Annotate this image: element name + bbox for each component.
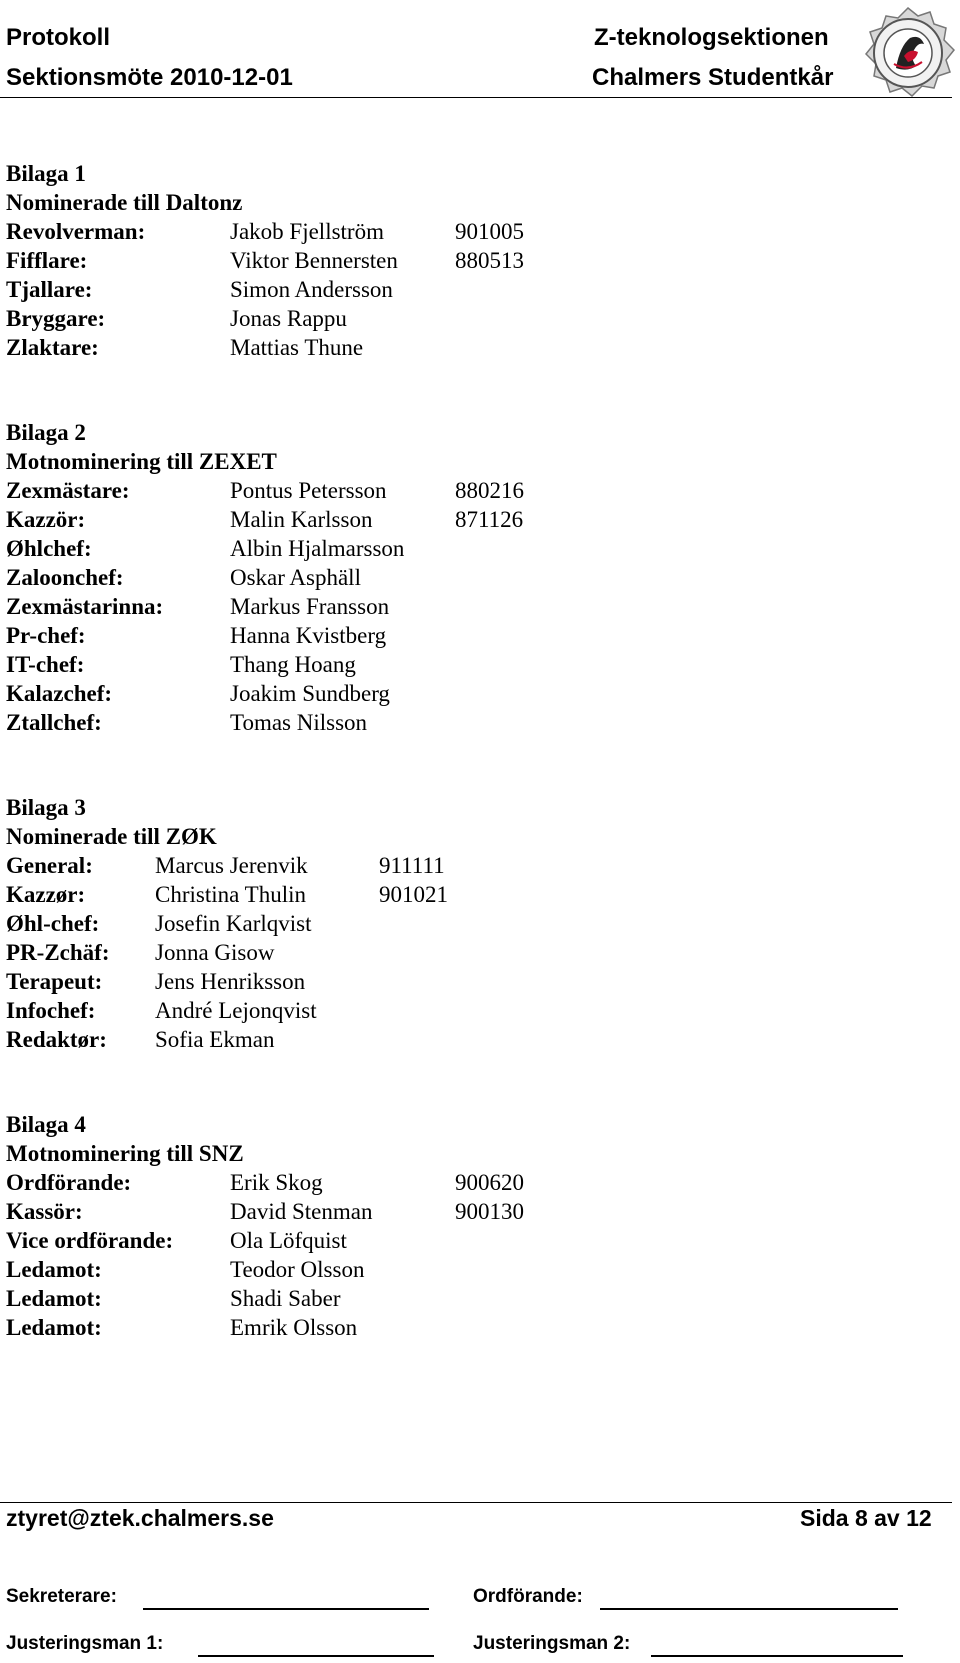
list-item (6, 534, 405, 563)
bilaga-4-section (6, 1110, 524, 1342)
section-title: Bilaga 1 (6, 161, 86, 186)
list-item (6, 1226, 347, 1255)
person-name: David Stenman (230, 1199, 373, 1224)
person-id: 900130 (455, 1199, 524, 1224)
ordforande-label: Ordförande: (473, 1586, 583, 1607)
list-item (6, 909, 312, 938)
role-label: General: (6, 853, 93, 878)
list-item (6, 275, 393, 304)
person-id: 880513 (455, 248, 524, 273)
justeringsman-2-label: Justeringsman 2: (473, 1633, 631, 1654)
person-id: 901021 (379, 882, 448, 907)
role-label: Ztallchef: (6, 710, 102, 735)
person-id: 911111 (379, 853, 445, 878)
person-name: Emrik Olsson (230, 1315, 358, 1340)
person-name: Christina Thulin (155, 882, 306, 907)
section-subtitle: Motnominering till SNZ (6, 1141, 244, 1166)
list-item (6, 333, 364, 362)
footer-rule (0, 1502, 952, 1503)
list-item (6, 679, 390, 708)
role-label: Ledamot: (6, 1286, 102, 1311)
person-name: Thang Hoang (230, 652, 356, 677)
section-subtitle: Nominerade till ZØK (6, 824, 217, 849)
person-id: 871126 (455, 507, 524, 532)
list-item (6, 1255, 365, 1284)
role-label: IT-chef: (6, 652, 85, 677)
section-title: Bilaga 3 (6, 795, 86, 820)
person-name: Hanna Kvistberg (230, 623, 387, 648)
list-item (6, 1025, 275, 1054)
role-label: Zlaktare: (6, 335, 99, 360)
role-label: Ledamot: (6, 1257, 102, 1282)
list-item (6, 650, 356, 679)
header-right-line1: Z-teknologsektionen (594, 24, 829, 51)
role-label: Kazzør: (6, 882, 86, 907)
person-name: Josefin Karlqvist (155, 911, 312, 936)
header-rule (0, 97, 952, 98)
role-label: Øhlchef: (6, 536, 92, 561)
list-item (6, 304, 347, 333)
person-name: Sofia Ekman (155, 1027, 275, 1052)
list-item (6, 1168, 524, 1197)
section-subtitle: Motnominering till ZEXET (6, 449, 277, 474)
list-item (6, 476, 524, 505)
person-name: Tomas Nilsson (230, 710, 368, 735)
footer-email: ztyret@ztek.chalmers.se (6, 1505, 274, 1531)
justeringsman-1-signature-line (198, 1655, 434, 1657)
role-label: Kalazchef: (6, 681, 113, 706)
section-seal-logo-icon (860, 6, 956, 102)
person-name: Mattias Thune (230, 335, 364, 360)
role-label: Zaloonchef: (6, 565, 124, 590)
role-label: Ordförande: (6, 1170, 132, 1195)
person-name: Jonas Rappu (230, 306, 347, 331)
role-label: PR-Zchäf: (6, 940, 110, 965)
role-label: Terapeut: (6, 969, 103, 994)
list-item (6, 217, 524, 246)
role-label: Kassör: (6, 1199, 83, 1224)
ordforande-signature-line (600, 1608, 898, 1610)
list-item (6, 592, 390, 621)
person-name: Jonna Gisow (155, 940, 275, 965)
sekreterare-label: Sekreterare: (6, 1586, 117, 1607)
page-number: Sida 8 av 12 (800, 1505, 932, 1531)
bilaga-1-section (6, 159, 524, 362)
person-name: Joakim Sundberg (230, 681, 390, 706)
person-name: Ola Löfquist (230, 1228, 347, 1253)
role-label: Ledamot: (6, 1315, 102, 1340)
person-name: Pontus Petersson (230, 478, 387, 503)
role-label: Vice ordförande: (6, 1228, 174, 1253)
list-item (6, 1284, 341, 1313)
role-label: Revolverman: (6, 219, 146, 244)
list-item (6, 708, 368, 737)
list-item (6, 1197, 524, 1226)
section-title: Bilaga 2 (6, 420, 86, 445)
person-id: 880216 (455, 478, 524, 503)
person-name: Shadi Saber (230, 1286, 341, 1311)
role-label: Tjallare: (6, 277, 93, 302)
header-left-line1: Protokoll (6, 24, 111, 51)
list-item (6, 621, 387, 650)
person-name: Simon Andersson (230, 277, 393, 302)
role-label: Redaktør: (6, 1027, 107, 1052)
header-left-line2: Sektionsmöte 2010-12-01 (6, 64, 293, 91)
person-name: Jakob Fjellström (230, 219, 384, 244)
list-item (6, 246, 524, 275)
person-name: Viktor Bennersten (230, 248, 398, 273)
person-name: Malin Karlsson (230, 507, 373, 532)
list-item (6, 505, 524, 534)
sekreterare-signature-line (143, 1608, 429, 1610)
person-name: Marcus Jerenvik (155, 853, 308, 878)
justeringsman-1-label: Justeringsman 1: (6, 1633, 164, 1654)
section-subtitle: Nominerade till Daltonz (6, 190, 243, 215)
role-label: Kazzör: (6, 507, 86, 532)
role-label: Bryggare: (6, 306, 106, 331)
person-name: Erik Skog (230, 1170, 323, 1195)
list-item (6, 880, 448, 909)
role-label: Zexmästare: (6, 478, 130, 503)
role-label: Infochef: (6, 998, 96, 1023)
bilaga-3-section (6, 793, 448, 1054)
header-right-line2: Chalmers Studentkår (592, 64, 834, 91)
role-label: Fifflare: (6, 248, 88, 273)
bilaga-2-section (6, 418, 524, 737)
role-label: Zexmästarinna: (6, 594, 164, 619)
list-item (6, 938, 275, 967)
person-name: André Lejonqvist (155, 998, 317, 1023)
list-item (6, 996, 317, 1025)
role-label: Øhl-chef: (6, 911, 100, 936)
person-id: 901005 (455, 219, 524, 244)
person-name: Albin Hjalmarsson (230, 536, 405, 561)
list-item (6, 851, 445, 880)
person-name: Jens Henriksson (155, 969, 306, 994)
list-item (6, 1313, 358, 1342)
section-title: Bilaga 4 (6, 1112, 86, 1137)
person-name: Teodor Olsson (230, 1257, 365, 1282)
list-item (6, 563, 361, 592)
list-item (6, 967, 306, 996)
person-id: 900620 (455, 1170, 524, 1195)
role-label: Pr-chef: (6, 623, 86, 648)
person-name: Markus Fransson (230, 594, 390, 619)
justeringsman-2-signature-line (651, 1655, 903, 1657)
person-name: Oskar Asphäll (230, 565, 361, 590)
